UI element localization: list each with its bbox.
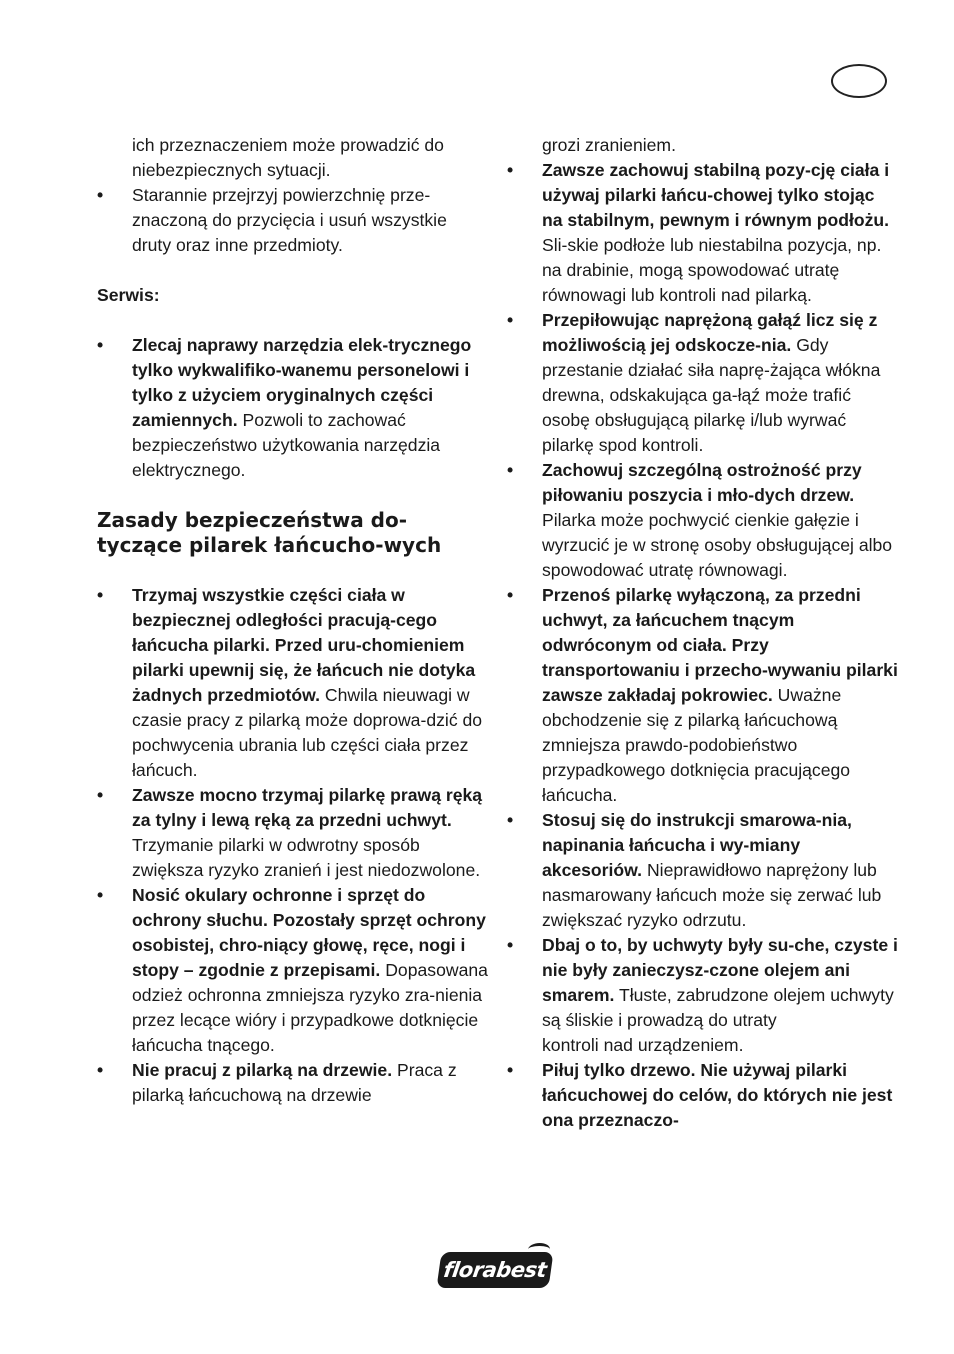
body-text: Uważne obchodzenie się z pilarką łańcuchową zmniejsza prawdo-podobieństwo przypadkowego dotknięcia pracującego łańcucha. [542,685,851,805]
logo-text: florabest [442,1258,548,1282]
body-text: Pilarka może pochwycić cienkie gałęzie i wyrzucić je w stronę osoby obsługującej albo spowodować utratę równowagi. [542,510,893,580]
bullet-carry-saw [507,583,899,808]
body-text: Gdy przestanie działać siła naprę-żająca włókna drewna, odskakująca ga-łąź może trafić osobę obsługującą pilarkę i/lub wyrwać pilarkę spod kontroli. [542,335,881,455]
bullet-dry-handles [507,933,899,1033]
bold-lead: Przenoś pilarkę wyłączoną, za przedni uchwyt, za łańcuchem tnącym odwróconym od ciała. Przy transportowaniu i przecho-wywaniu pilarki zawsze zakładaj pokrowiec. [542,585,898,705]
left-column [97,133,489,1108]
bold-lead: Trzymaj wszystkie części ciała w bezpiecznej odległości pracują-cego łańcucha pilarki. Przed uru-chomieniem pilarki upewnij się, że łańcuch nie dotyka żadnych przedmiotów. [132,585,476,705]
body-text: Tłuste, zabrudzone olejem uchwyty są śliskie i prowadzą do utraty [542,985,894,1030]
bold-lead: Przepiłowując naprężoną gałąź licz się z możliwością jej odskocze-nia. [542,310,878,355]
bold-lead: Zachowuj szczególną ostrożność przy piłowaniu poszycia i mło-dych drzew. [542,460,862,505]
continued-paragraph: grozi zranieniem. [542,135,676,155]
bullet-hold-grip [97,783,489,883]
body-text: Dopasowana odzież ochronna zmniejsza ryzyko zra-nienia przez lecące wióry i przypadkowe dotknięcie łańcucha tnącego. [132,960,488,1055]
continued-paragraph: ich przeznaczeniem może prowadzić do niebezpiecznych sytuacji. [132,135,444,180]
florabest-logo [436,1252,553,1288]
bold-lead: Zawsze mocno trzymaj pilarkę prawą ręką za tylny i lewą ręką za przedni uchwyt. [132,785,483,830]
bold-lead: Zlecaj naprawy narzędzia elek-trycznego tylko wykwalifiko-wanemu personelowi i tylko z użyciem oryginalnych części zamiennych. [132,335,472,430]
body-text: Pozwoli to zachować bezpieczeństwo użytkowania narzędzia elektrycznego. [132,410,441,480]
body-text: Sli-skie podłoże lub niestabilna pozycja, np. na drabinie, mogą spowodować utratę równowagi lub kontroli nad pilarką. [542,235,882,305]
bullet-inspect-surface: • Starannie przejrzyj powierzchnię prze-znaczoną do przycięcia i usuń wszystkie druty oraz inne przedmioty. [97,183,489,258]
bullet-service-repair [97,333,489,483]
bold-lead: Nosić okulary ochronne i sprzęt do ochrony słuchu. Pozostały sprzęt ochrony osobistej, chro-niący głowę, ręce, nogi i stopy – zgodnie z przepisami. [132,885,486,980]
bullet-lubrication [507,808,899,933]
bold-lead: Zawsze zachowuj stabilną pozy-cję ciała i używaj pilarki łańcu-chowej tylko stojąc na stabilnym, pewnym i równym podłożu. [542,160,890,230]
body-text: Chwila nieuwagi w czasie pracy z pilarką może doprowa-dzić do pochwycenia ubrania lub części ciała przez łańcuch. [132,685,483,780]
bold-lead: Nie pracuj z pilarką na drzewie. [132,1060,393,1080]
service-label: Serwis: [97,285,160,305]
language-badge [831,64,887,98]
logo-leaf-icon [527,1243,551,1256]
section-heading: Zasady bezpieczeństwa do-tyczące pilarek łańcucho-wych [97,508,442,557]
body-text: Trzymanie pilarki w odwrotny sposób zwiększa ryzyko zranień i jest niedozwolone. [132,835,481,880]
bullet-protective-gear [97,883,489,1058]
bullet-stable-stance [507,158,899,308]
bullet-continuation: kontroli nad urządzeniem. [542,1035,744,1055]
bullet-young-trees [507,458,899,583]
bold-lead: Stosuj się do instrukcji smarowa-nia, napinania łańcucha i wy-miany akcesoriów. [542,810,852,880]
body-text: Praca z pilarką łańcuchową na drzewie [132,1060,457,1105]
body-text: Nieprawidłowo naprężony lub nasmarowany łańcuch może się zerwać lub zwiększać ryzyko odrzutu. [542,860,882,930]
right-column [507,133,899,1133]
bullet-cut-wood-only [507,1058,899,1133]
bold-lead: Dbaj o to, by uchwyty były su-che, czyste i nie były zanieczysz-czone olejem ani smarem. [542,935,898,1005]
bullet-tensioned-branch [507,308,899,458]
bullet-body-distance [97,583,489,783]
bold-lead: Piłuj tylko drzewo. Nie używaj pilarki łańcuchowej do celów, do których nie jest ona przeznaczo- [542,1060,893,1130]
bullet-no-tree-work [97,1058,489,1108]
